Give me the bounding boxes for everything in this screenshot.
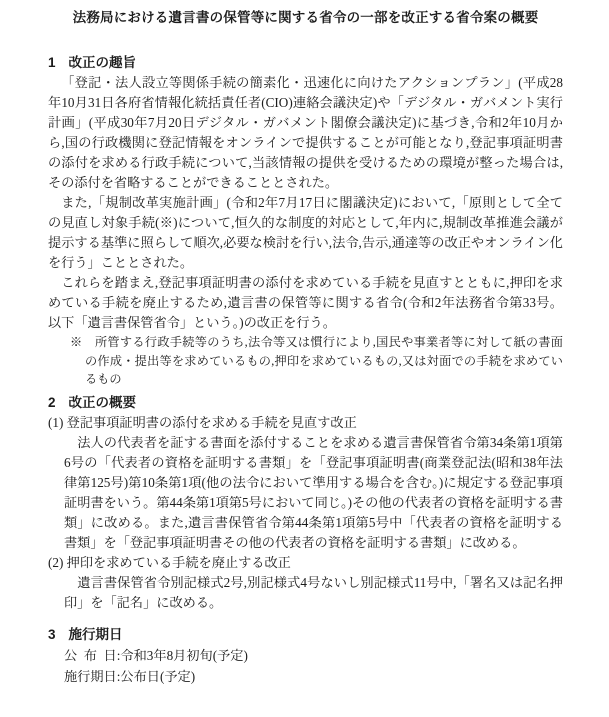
section-number: 2 xyxy=(48,395,56,411)
outline-item-2-body: 遺言書保管省令別記様式2号,別記様式4号ないし別記様式11号中,「署名又は記名押印」を「記名」に改める。 xyxy=(64,575,563,611)
section-outline-heading xyxy=(48,393,563,413)
document-title: 法務局における遺言書の保管等に関する省令の一部を改正する省令案の概要 xyxy=(72,10,539,25)
section-heading-text: 施行期日 xyxy=(68,627,123,643)
outline-item-1-body: 法人の代表者を証する書面を添付することを求める遺言書保管省令第34条第1項第6号の「代表者の資格を証明する書類」を「登記事項証明書(商業登記法(昭和38年法律第125号)第10条第1項(他の法令において準用する場合を含む。)に規定する登記事項証明書をいう。第44条第1項第5号において同じ。)その他の代表者の資格を証明する書類」に改める。また,遺言書保管省令第44条第1項第5号中「代表者の資格を証明する書類」を「登記事項証明書その他の代表者の資格を証明する書類」に改める。 xyxy=(64,435,563,551)
section-number: 3 xyxy=(48,627,56,643)
purpose-paragraph-3: これらを踏まえ,登記事項証明書の添付を求めている手続を見直すとともに,押印を求めている手続を廃止するため,遺言書の保管等に関する省令(令和2年法務省令第33号。以下「遺言書保管省令」という。)の改正を行う。 xyxy=(48,275,563,330)
section-outline xyxy=(48,393,563,613)
purpose-paragraph-2: また,「規制改革実施計画」(令和2年7月17日に閣議決定)において,「原則として全ての見直し対象手続(※)について,恒久的な制度的対応として,年内に,規制改革推進会議が提示する基準に照らして順次,必要な検討を行い,法令,告示,通達等の改正やオンライン化を行う」こととされた。 xyxy=(48,195,563,270)
section-heading-text: 改正の概要 xyxy=(68,395,137,411)
footnote-kome: ※ 所管する行政手続等のうち,法令等又は慣行により,国民や事業者等に対して紙の書面の作成・提出等を求めているもの,押印を求めているもの,又は対面での手続を求めているもの xyxy=(70,335,563,387)
section-number: 1 xyxy=(48,55,56,70)
outline-item-2-label: (2) 押印を求めている手続を廃止する改正 xyxy=(48,555,291,571)
publication-date-line: 公 布 日:令和3年8月初旬(予定) xyxy=(64,648,248,664)
enforcement-date-line: 施行期日:公布日(予定) xyxy=(64,669,196,685)
purpose-paragraph-1: 「登記・法人設立等関係手続の簡素化・迅速化に向けたアクションプラン」(平成28年10月31日各府省情報化統括責任者(CIO)連絡会議決定)や「デジタル・ガバメント実行計画」(平成30年7月20日デジタル・ガバメント閣僚会議決定)に基づき,令和2年10月から,国の行政機関に登記情報をオンラインで提供することが可能となり,登記事項証明書の添付を求める行政手続について,当該情報の提供を受けるための環境が整った場合は,その添付を省略することができることとされた。 xyxy=(48,75,563,190)
section-heading-text: 改正の趣旨 xyxy=(68,55,137,70)
section-effective-date xyxy=(48,625,563,687)
section-purpose xyxy=(48,53,563,389)
section-purpose-heading xyxy=(48,53,563,73)
section-effective-date-heading xyxy=(48,625,563,645)
outline-item-1-label: (1) 登記事項証明書の添付を求める手続を見直す改正 xyxy=(48,415,357,431)
